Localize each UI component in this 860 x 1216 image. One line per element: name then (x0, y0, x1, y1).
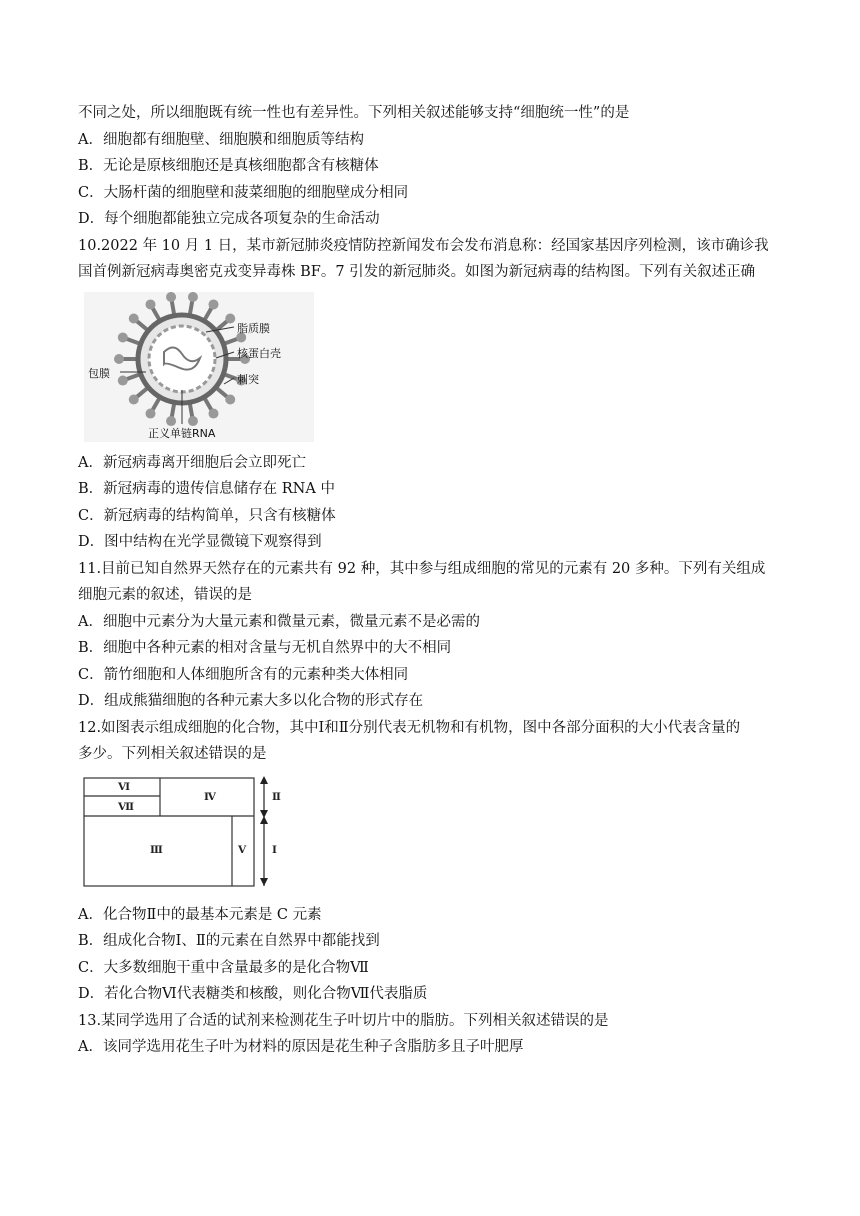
q13-option-a: A．该同学选用花生子叶为材料的原因是花生种子含脂肪多且子叶肥厚 (78, 1039, 524, 1055)
arrow-ii-label: Ⅱ (272, 790, 281, 803)
q12-option-c: C．大多数细胞干重中含量最多的是化合物Ⅶ (78, 959, 369, 976)
spike-head (118, 375, 128, 385)
nucleocapsid-ring (149, 326, 215, 392)
label-lipid-membrane: 脂质膜 (237, 321, 270, 335)
spike-head (129, 394, 139, 404)
block-iii-label: Ⅲ (150, 843, 163, 856)
q11-option-c: C．箭竹细胞和人体细胞所含有的元素种类大体相同 (78, 666, 409, 683)
q10-stem-line-1: 10.2022 年 10 月 1 日，某市新冠肺炎疫情防控新闻发布会发布消息称：经国家基因序列检测，该市确诊我 (78, 237, 769, 254)
label-envelope: 包膜 (88, 366, 110, 380)
label-nucleocapsid: 核蛋白壳 (237, 346, 281, 360)
q9-option-d: D．每个细胞都能独立完成各项复杂的生命活动 (78, 211, 380, 227)
spike-head (209, 299, 219, 309)
q9-option-c: C．大肠杆菌的细胞壁和菠菜细胞的细胞壁成分相同 (78, 184, 409, 201)
block-vii-label: Ⅶ (118, 800, 135, 813)
spike-head (188, 292, 198, 302)
compound-area-diagram (82, 774, 302, 892)
q12-option-d: D．若化合物Ⅵ代表糖类和核酸，则化合物Ⅶ代表脂质 (78, 986, 428, 1002)
arrow-i-label: Ⅰ (272, 843, 277, 856)
spike-head (209, 408, 219, 418)
spike-head (114, 354, 124, 364)
q11-option-b: B．细胞中各种元素的相对含量与无机自然界中的大不相同 (78, 640, 452, 656)
label-spike: 刺突 (237, 372, 259, 386)
label-rna: 正义单链RNA (148, 426, 216, 440)
q9-option-a: A．细胞都有细胞壁、细胞膜和细胞质等结构 (78, 131, 364, 148)
spike-head (225, 313, 235, 323)
q10-option-a: A．新冠病毒离开细胞后会立即死亡 (78, 454, 306, 471)
q10-option-c: C．新冠病毒的结构简单，只含有核糖体 (78, 507, 336, 524)
q13-stem-line-1: 13.某同学选用了合适的试剂来检测花生子叶切片中的脂肪。下列相关叙述错误的是 (78, 1012, 609, 1029)
virus-diagram (84, 292, 314, 442)
q11-option-a: A．细胞中元素分为大量元素和微量元素，微量元素不是必需的 (78, 613, 480, 630)
spike-head (166, 292, 176, 302)
coronavirus-structure-figure (84, 292, 314, 442)
spike-head (129, 313, 139, 323)
q12-option-b: B．组成化合物Ⅰ、Ⅱ的元素在自然界中都能找到 (78, 933, 380, 949)
q12-stem-line-2: 多少。下列相关叙述错误的是 (78, 746, 267, 762)
q11-stem-line-2: 细胞元素的叙述，错误的是 (78, 587, 252, 603)
block-v-label: Ⅴ (238, 843, 247, 856)
q10-option-b: B．新冠病毒的遗传信息储存在 RNA 中 (78, 481, 335, 497)
q10-stem-line-2: 国首例新冠病毒奥密克戎变异毒株 BF。7 引发的新冠肺炎。如图为新冠病毒的结构图。下列有关叙述正确 (78, 264, 756, 280)
exam-page (78, 100, 788, 1061)
q12-stem-line-1: 12.如图表示组成细胞的化合物，其中Ⅰ和Ⅱ分别代表无机物和有机物，图中各部分面积的大小代表含量的 (78, 719, 741, 736)
spike-head (146, 299, 156, 309)
spike-head (118, 332, 128, 342)
q9-option-b: B．无论是原核细胞还是真核细胞都含有核糖体 (78, 158, 379, 174)
block-vi-label: Ⅵ (118, 780, 131, 793)
block-iv-label: Ⅳ (204, 790, 216, 803)
spike-head (225, 394, 235, 404)
q12-option-a: A．化合物Ⅱ中的最基本元素是 C 元素 (78, 906, 322, 923)
spike-head (146, 408, 156, 418)
q10-option-d: D．图中结构在光学显微镜下观察得到 (78, 534, 322, 550)
q9-stem-tail: 不同之处，所以细胞既有统一性也有差异性。下列相关叙述能够支持“细胞统一性”的是 (78, 105, 630, 121)
q11-stem-line-1: 11.目前已知自然界天然存在的元素共有 92 种，其中参与组成细胞的常见的元素有 20 多种。下列有关组成 (78, 560, 766, 577)
q11-option-d: D．组成熊猫细胞的各种元素大多以化合物的形式存在 (78, 693, 424, 709)
compound-area-figure (82, 774, 302, 892)
